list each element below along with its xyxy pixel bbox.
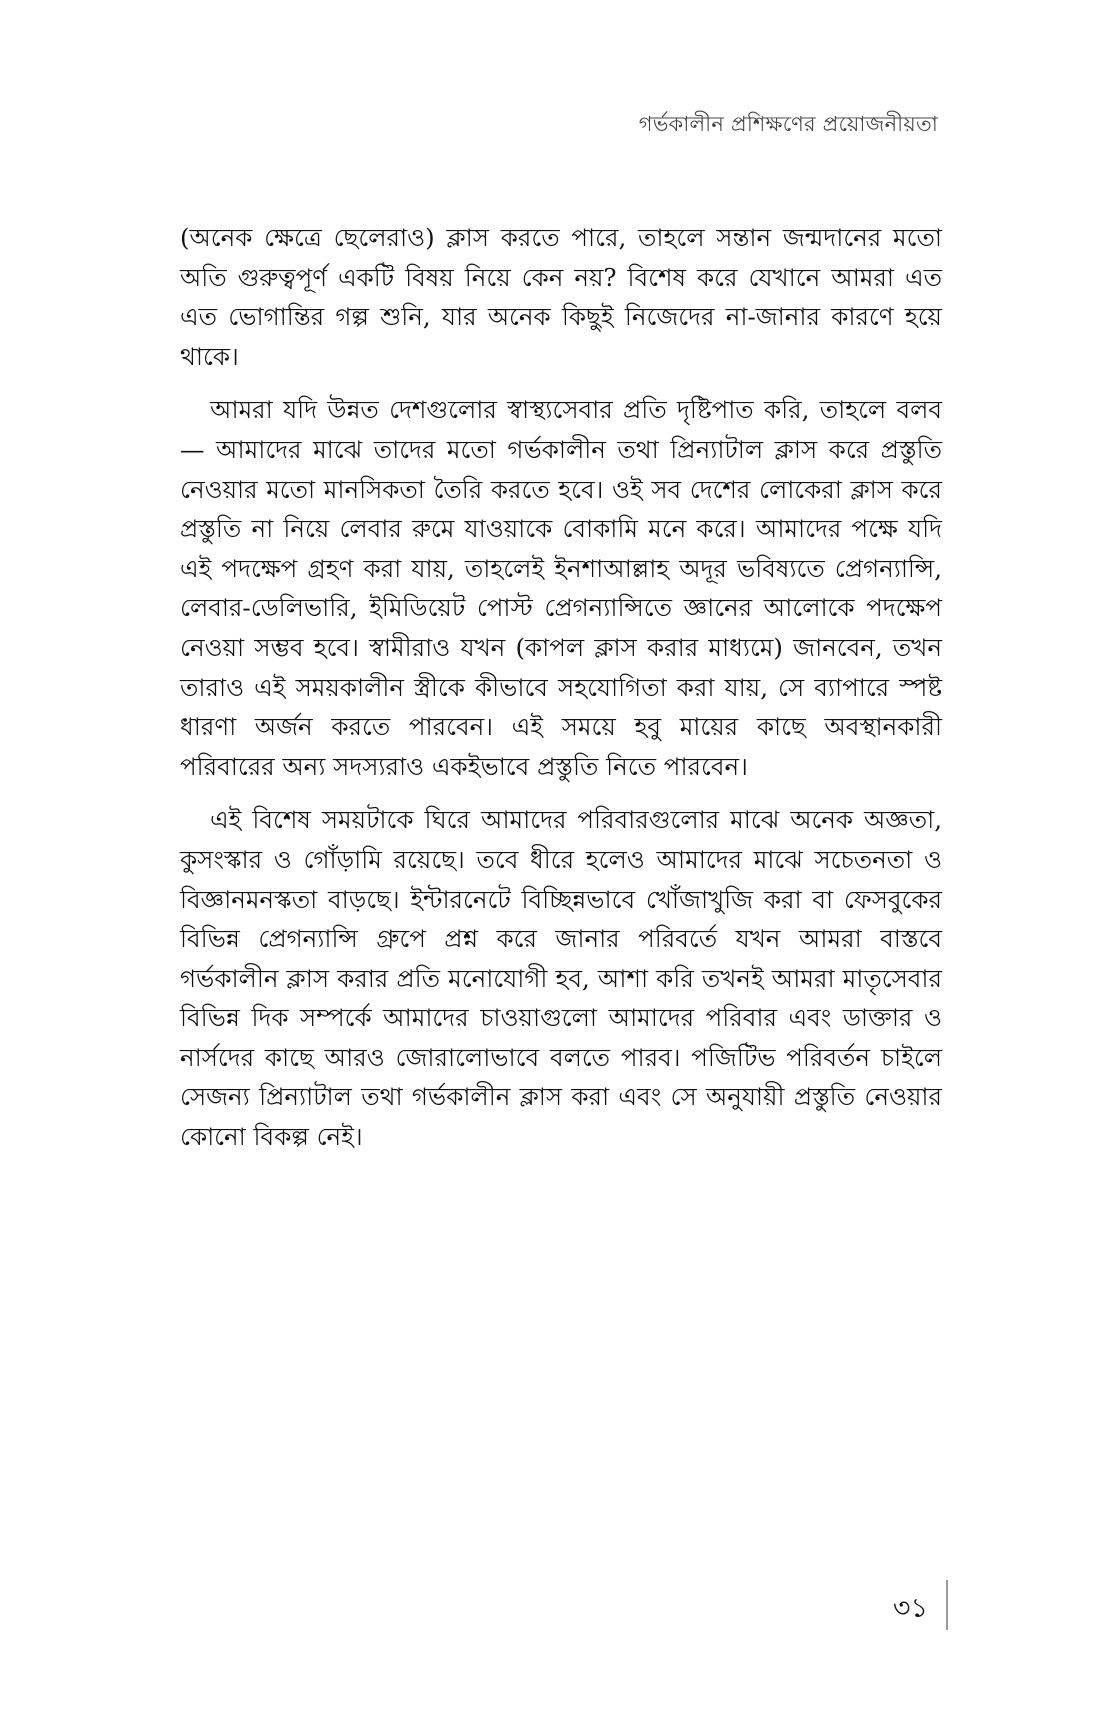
paragraph-continuation: (অনেক ক্ষেত্রে ছেলেরাও) ক্লাস করতে পারে, তাহলে সন্তান জন্মদানের মতো অতি গুরুত্বপূর্ণ একটি বিষয় নিয়ে কেন নয়? বিশেষ করে যেখানে আমরা এত এত ভোগান্তির গল্প শুনি, যার অনেক কিছুই নিজেদের না-জানার কারণে হয়ে থাকে।: [180, 223, 942, 371]
body-text: [180, 218, 942, 1171]
page-number-divider: [946, 1580, 948, 1630]
paragraph-awareness: এই বিশেষ সময়টাকে ঘিরে আমাদের পরিবারগুলোর মাঝে অনেক অজ্ঞতা, কুসংস্কার ও গোঁড়ামি রয়েছে। তবে ধীরে হলেও আমাদের মাঝে সচেতনতা ও বিজ্ঞানমনস্কতা বাড়ছে। ইন্টারনেটে বিচ্ছিন্নভাবে খোঁজাখুজি করা বা ফেসবুকের বিভিন্ন প্রেগন্যান্সি গ্রুপে প্রশ্ন করে জানার পরিবর্তে যখন আমরা বাস্তবে গর্ভকালীন ক্লাস করার প্রতি মনোযোগী হব, আশা করি তখনই আমরা মাতৃসেবার বিভিন্ন দিক সম্পর্কে আমাদের চাওয়াগুলো আমাদের পরিবার এবং ডাক্তার ও নার্সদের কাছে আরও জোরালোভাবে বলতে পারব। পজিটিভ পরিবর্তন চাইলে সেজন্য প্রিন্যাটাল তথা গর্ভকালীন ক্লাস করা এবং সে অনুযায়ী প্রস্তুতি নেওয়ার কোনো বিকল্প নেই।: [180, 805, 942, 1152]
paragraph-developed-countries: আমরা যদি উন্নত দেশগুলোর স্বাস্থ্যসেবার প্রতি দৃষ্টিপাত করি, তাহলে বলব— আমাদের মাঝে তাদের মতো গর্ভকালীন তথা প্রিন্যাটাল ক্লাস করে প্রস্তুতি নেওয়ার মতো মানসিকতা তৈরি করতে হবে। ওই সব দেশের লোকেরা ক্লাস করে প্রস্তুতি না নিয়ে লেবার রুমে যাওয়াকে বোকামি মনে করে। আমাদের পক্ষে যদি এই পদক্ষেপ গ্রহণ করা যায়, তাহলেই ইনশাআল্লাহ অদূর ভবিষ্যতে প্রেগন্যান্সি, লেবার-ডেলিভারি, ইমিডিয়েট পোস্ট প্রেগন্যান্সিতে জ্ঞানের আলোকে পদক্ষেপ নেওয়া সম্ভব হবে। স্বামীরাও যখন (কাপল ক্লাস করার মাধ্যমে) জানবেন, তখন তারাও এই সময়কালীন স্ত্রীকে কীভাবে সহযোগিতা করা যায়, সে ব্যাপারে স্পষ্ট ধারণা অর্জন করতে পারবেন। এই সময়ে হবু মায়ের কাছে অবস্থানকারী পরিবারের অন্য সদস্যরাও একইভাবে প্রস্তুতি নিতে পারবেন।: [180, 395, 942, 781]
page-number: ৩১: [892, 1593, 928, 1624]
running-header: গর্ভকালীন প্রশিক্ষণের প্রয়োজনীয়তা: [638, 112, 938, 136]
